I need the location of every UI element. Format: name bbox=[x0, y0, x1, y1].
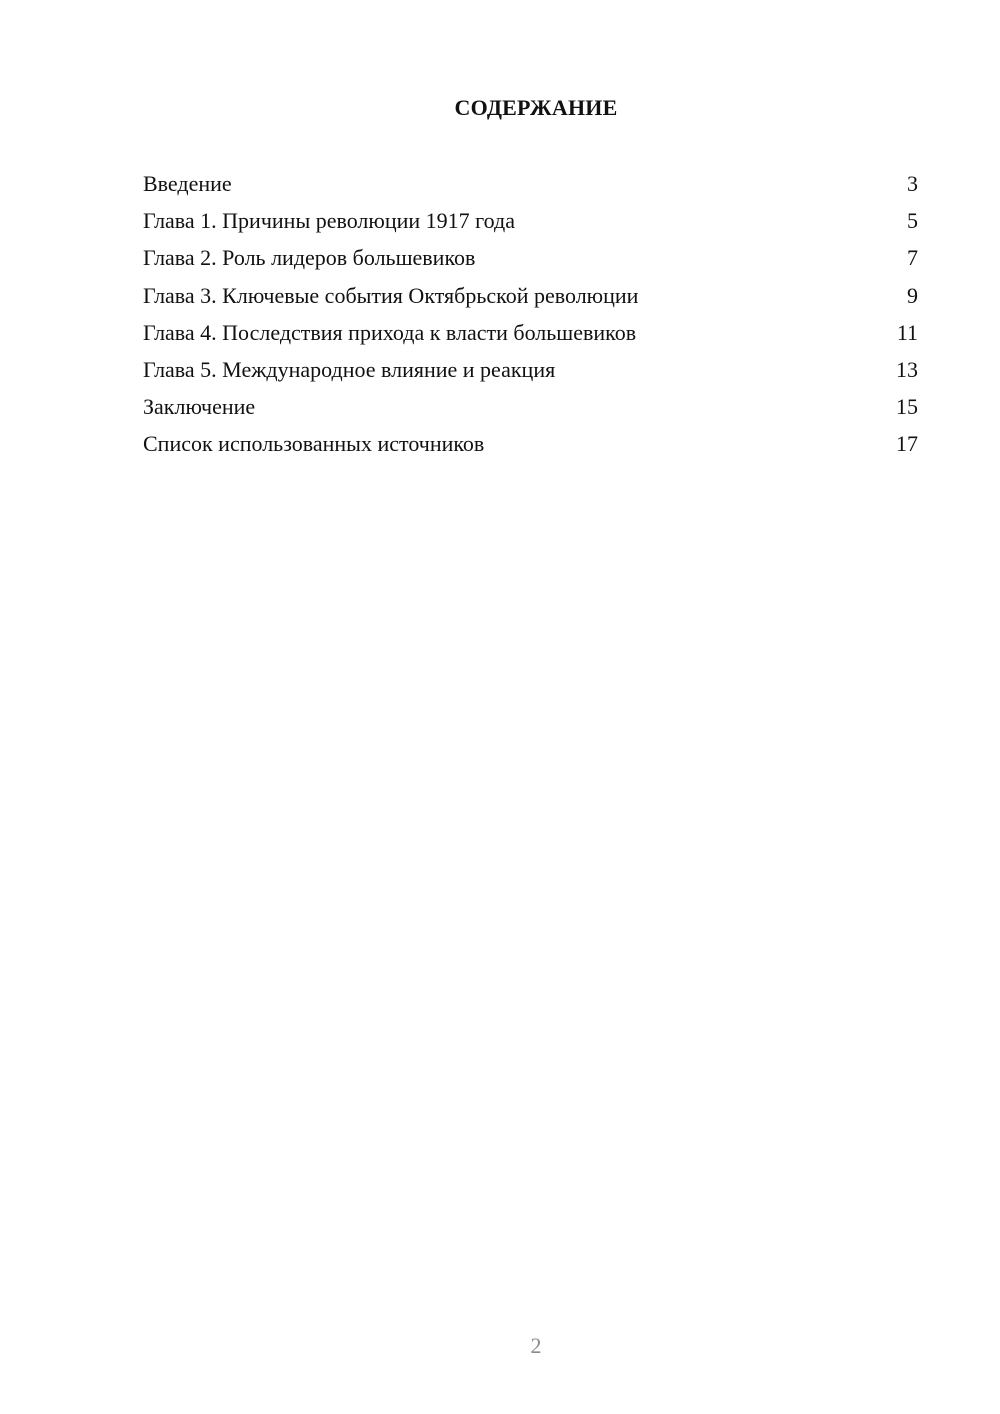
toc-entry-page: 15 bbox=[896, 394, 918, 420]
toc-entry-page: 3 bbox=[907, 171, 918, 196]
toc-entry-page: 9 bbox=[907, 282, 918, 308]
toc-entry-chapter-1[interactable] bbox=[143, 205, 918, 242]
toc-entry-page: 17 bbox=[896, 431, 918, 457]
toc-entry-label: Глава 4. Последствия прихода к власти большевиков bbox=[143, 319, 637, 345]
toc-entry-page: 11 bbox=[896, 319, 918, 345]
toc-entry-introduction[interactable] bbox=[143, 168, 918, 205]
page-number: 2 bbox=[530, 1333, 542, 1358]
page-title: СОДЕРЖАНИЕ bbox=[454, 95, 618, 120]
toc-entry-label: Список использованных источников bbox=[143, 431, 485, 457]
toc-entry-page: 5 bbox=[907, 208, 918, 234]
toc-entry-chapter-3[interactable] bbox=[143, 280, 918, 317]
toc-entry-page: 7 bbox=[907, 245, 918, 271]
toc-entry-references[interactable] bbox=[143, 428, 918, 465]
toc-entry-label: Глава 3. Ключевые события Октябрьской революции bbox=[143, 282, 639, 308]
toc-entry-chapter-5[interactable] bbox=[143, 354, 918, 391]
toc-entry-label: Введение bbox=[143, 171, 232, 196]
toc-entry-label: Глава 5. Международное влияние и реакция bbox=[143, 356, 556, 382]
toc-entry-chapter-2[interactable] bbox=[143, 242, 918, 279]
toc-entry-page: 13 bbox=[896, 356, 918, 382]
toc-entry-label: Глава 1. Причины революции 1917 года bbox=[143, 208, 515, 234]
table-of-contents bbox=[143, 168, 918, 466]
toc-entry-label: Глава 2. Роль лидеров большевиков bbox=[143, 245, 476, 271]
toc-entry-chapter-4[interactable] bbox=[143, 317, 918, 354]
toc-entry-label: Заключение bbox=[143, 394, 256, 420]
toc-entry-conclusion[interactable] bbox=[143, 391, 918, 428]
